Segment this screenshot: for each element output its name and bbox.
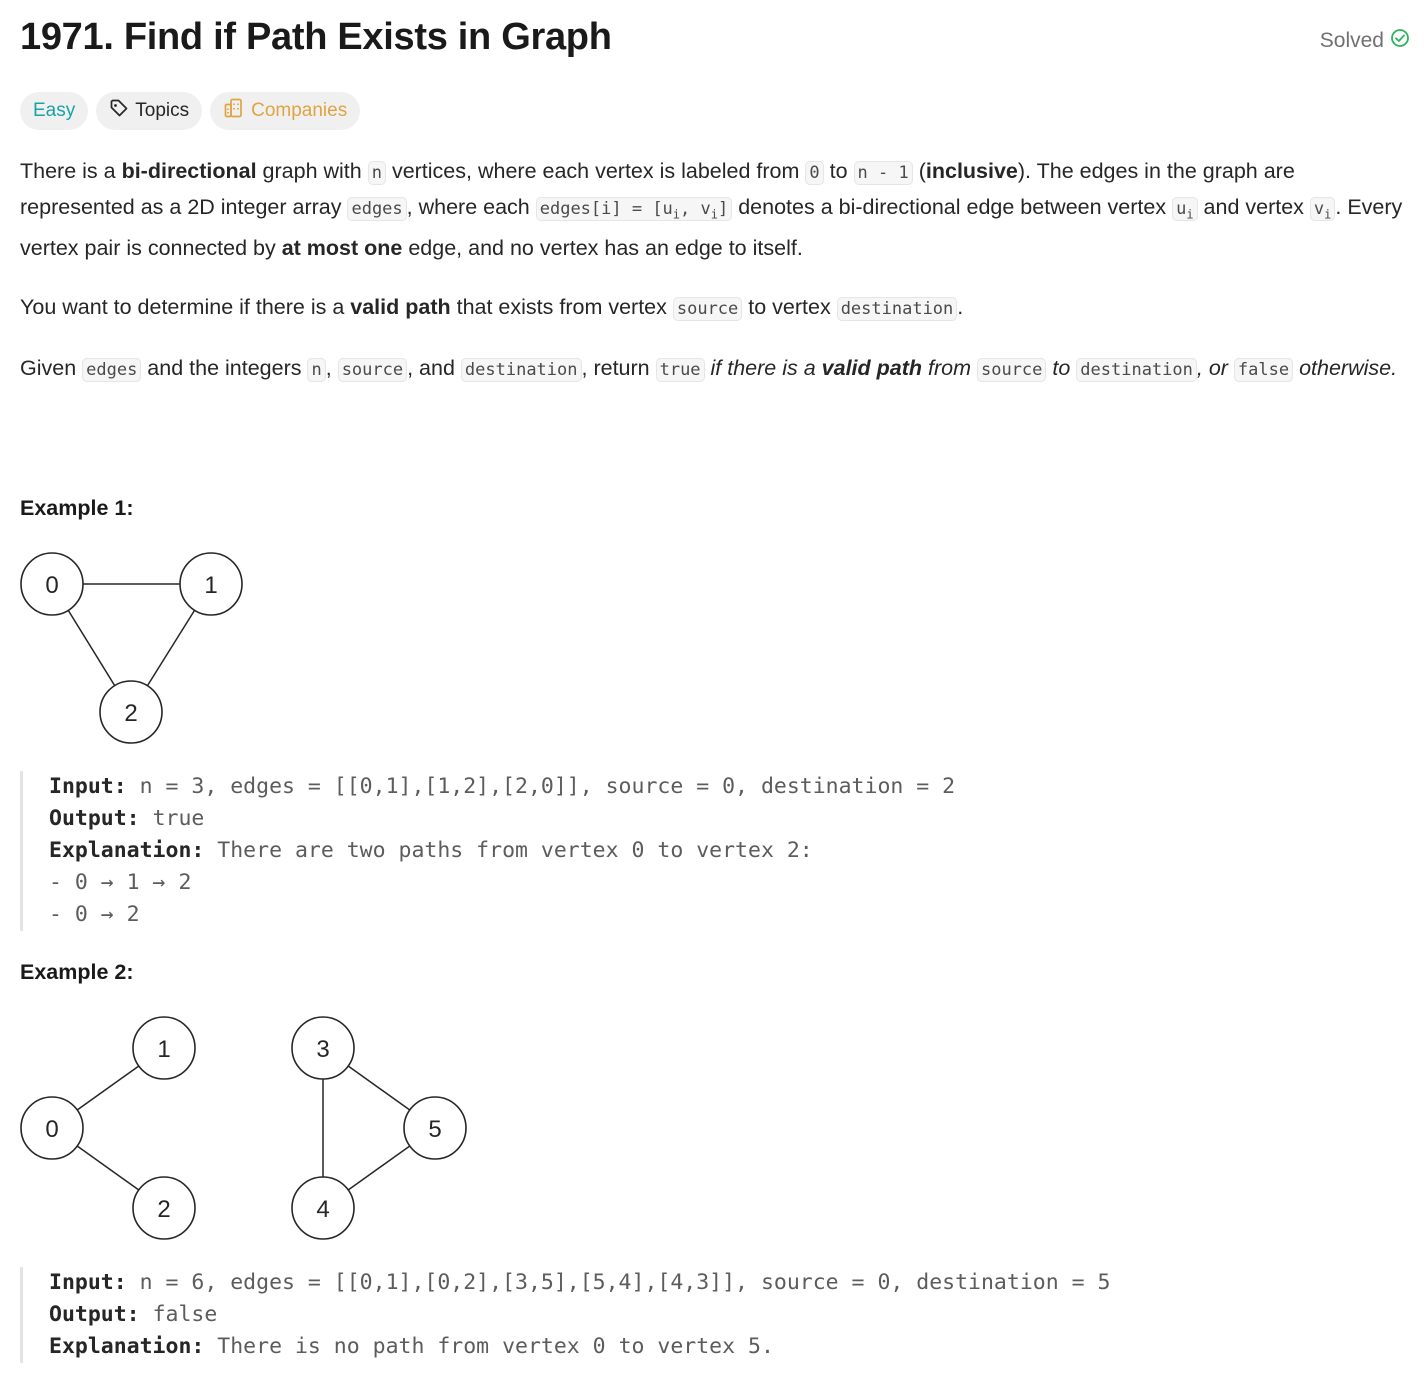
svg-text:5: 5 — [428, 1116, 442, 1143]
graph-node — [292, 1017, 354, 1079]
svg-text:1: 1 — [157, 1036, 171, 1063]
svg-text:0: 0 — [45, 572, 59, 599]
description-paragraph-1: There is a bi-directional graph with n vertices, where each vertex is labeled from 0 to n - 1 (inclusive). The edges in the graph are represented as a 2D integer array edges , where each edges[i] = [$u_i$, $v_i$] denotes a bi-directional edge between vertex $u_i$ and vertex $v_i$ . Every vertex pair is connected by at most one edge, and no vertex has an edge to itself. — [20, 159, 1403, 261]
example-1-input: Input: n = 3, edges = [[0,1],[1,2],[2,0]], source = 0, destination = 2 — [49, 774, 956, 799]
svg-text:1: 1 — [204, 572, 218, 599]
example-1-graph — [20, 550, 250, 755]
building-icon — [223, 97, 245, 125]
example-1-block — [20, 771, 955, 931]
example-1-path-line: - 0 → 2 — [49, 902, 140, 927]
svg-text:4: 4 — [316, 1196, 330, 1223]
topics-label: Topics — [135, 100, 190, 121]
graph-node — [133, 1017, 195, 1079]
example-2-input: Input: n = 6, edges = [[0,1],[0,2],[3,5],[5,4],[4,3]], source = 0, destination = 5 — [49, 1270, 1111, 1295]
svg-text:2: 2 — [157, 1196, 171, 1223]
example-2-output: Output: false — [49, 1302, 218, 1327]
graph-node — [180, 553, 242, 615]
companies-label: Companies — [251, 100, 348, 121]
tag-bar — [20, 92, 360, 130]
topics-button[interactable] — [96, 92, 202, 130]
graph-node — [21, 1097, 83, 1159]
title-row — [20, 16, 1410, 66]
svg-text:0: 0 — [45, 1116, 59, 1143]
tag-icon — [109, 98, 129, 124]
difficulty-label: Easy — [33, 100, 76, 121]
example-1-title: Example 1: — [20, 496, 134, 520]
graph-node — [133, 1177, 195, 1239]
graph-node — [292, 1177, 354, 1239]
description-paragraph-3: Given edges and the integers n , source , and destination , return true if there is a valid path from source to destination , or false otherwise. — [20, 356, 1398, 381]
example-2-block — [20, 1267, 1110, 1363]
graph-node — [21, 553, 83, 615]
svg-text:2: 2 — [124, 700, 138, 727]
problem-title[interactable]: 1971. Find if Path Exists in Graph — [20, 16, 612, 58]
solved-status — [1320, 28, 1410, 54]
companies-button[interactable] — [210, 92, 360, 130]
problem-description — [20, 154, 1412, 412]
example-2-graph — [20, 1015, 480, 1250]
graph-node — [404, 1097, 466, 1159]
solved-label: Solved — [1319, 29, 1384, 52]
example-2-explanation: Explanation: There is no path from vertex 0 to vertex 5. — [49, 1334, 774, 1359]
example-1-path-line: - 0 → 1 → 2 — [49, 870, 192, 895]
example-1-explanation: Explanation: There are two paths from vertex 0 to vertex 2: — [49, 838, 813, 863]
description-paragraph-2: You want to determine if there is a valid path that exists from vertex source to vertex destination . — [20, 295, 964, 320]
check-circle-icon — [1390, 28, 1410, 54]
svg-text:3: 3 — [316, 1036, 330, 1063]
graph-node — [100, 681, 162, 743]
example-1-output: Output: true — [49, 806, 205, 831]
difficulty-badge[interactable] — [20, 92, 88, 130]
example-2-title: Example 2: — [20, 960, 134, 984]
